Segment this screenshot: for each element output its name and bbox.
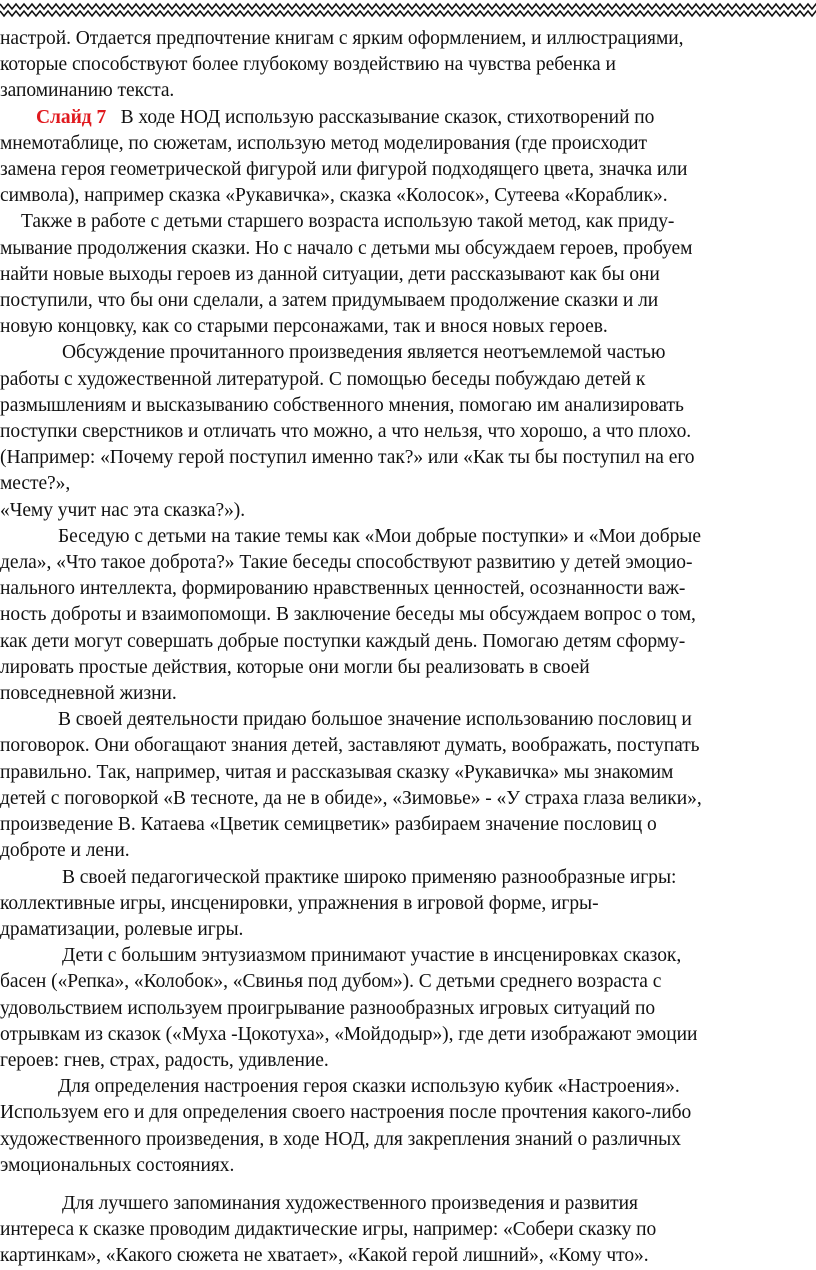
text-line: героев: гнев, страх, радость, удивление. (0, 1049, 329, 1071)
document-body (0, 26, 816, 1270)
text-line: которые способствуют более глубокому воздействию на чувства ребенка и (0, 54, 616, 76)
text-line: (Например: «Почему герой поступил именно так?» или «Как ты бы поступил на его (0, 447, 695, 469)
text-line: В своей педагогической практике широко применяю разнообразные игры: (62, 866, 677, 888)
text-line: новую концовку, как со старыми персонажами, так и внося новых героев. (0, 316, 608, 338)
paragraph (0, 1191, 816, 1270)
text-line: повседневной жизни. (0, 683, 177, 705)
text-run: В ходе НОД использую рассказывание сказок, стихотворений по (120, 106, 655, 128)
text-line: замена героя геометрической фигурой или фигурой подходящего цвета, значка или (0, 159, 688, 181)
text-line: эмоциональных состояниях. (0, 1154, 235, 1176)
text-line: дела», «Что такое доброта?» Такие беседы способствуют развитию у детей эмоцио- (0, 552, 693, 574)
text-line: удовольствием используем проигрывание разнообразных игровых ситуаций по (0, 997, 656, 1019)
text-line: В своей деятельности придаю большое значение использованию пословиц и (58, 709, 692, 731)
text-line: Для определения настроения героя сказки использую кубик «Настроения». (58, 1076, 680, 1098)
paragraph (0, 865, 816, 944)
text-line: правильно. Так, например, читая и рассказывая сказку «Рукавичка» мы знакомим (0, 761, 674, 783)
slide-label: Слайд 7 (36, 106, 107, 128)
text-line: мнемотаблице, по сюжетам, использую метод моделирования (где происходит (0, 132, 648, 154)
text-line: найти новые выходы героев из данной ситуации, дети рассказывают как бы они (0, 263, 660, 285)
paragraph (0, 943, 816, 1074)
text-line: драматизации, ролевые игры. (0, 918, 244, 940)
text-line: Используем его и для определения своего настроения после прочтения какого-либо (0, 1102, 692, 1124)
paragraph (0, 105, 816, 210)
text-line: настрой. Отдается предпочтение книгам с ярким оформлением, и иллюстрациями, (0, 28, 684, 49)
text-line: художественного произведения, в ходе НОД, для закрепления знаний о различных (0, 1128, 681, 1150)
paragraph (0, 209, 816, 340)
text-line: поговорок. Они обогащают знания детей, заставляют думать, воображать, поступать (0, 735, 700, 757)
text-line: месте?», (0, 473, 71, 495)
text-line: лировать простые действия, которые они могли бы реализовать в своей (0, 656, 590, 678)
text-line: работы с художественной литературой. С помощью беседы побуждаю детей к (0, 368, 646, 390)
text-line: доброте и лени. (0, 840, 130, 862)
paragraph (0, 340, 816, 523)
paragraph (0, 1074, 816, 1179)
text-line: Для лучшего запоминания художественного произведения и развития (62, 1192, 638, 1214)
text-line: отрывкам из сказок («Муха -Цокотуха», «Мойдодыр»), где дети изображают эмоции (0, 1023, 698, 1045)
text-line: запоминанию текста. (0, 80, 175, 102)
text-line: интереса к сказке проводим дидактические игры, например: «Собери сказку по (0, 1219, 657, 1241)
paragraph (0, 26, 816, 105)
text-line: произведение В. Катаева «Цветик семицветик» разбираем значение пословиц о (0, 814, 657, 836)
text-line: размышлениям и высказыванию собственного мнения, помогаю им анализировать (0, 394, 684, 416)
text-line: символа), например сказка «Рукавичка», сказка «Колосок», Сутеева «Кораблик». (0, 185, 668, 207)
text-line: детей с поговоркой «В тесноте, да не в обиде», «Зимовье» - «У страха глаза велики», (0, 787, 702, 809)
text-line: поступки сверстников и отличать что можно, а что нельзя, что хорошо, а что плохо. (0, 421, 692, 443)
text-line: как дети могут совершать добрые поступки каждый день. Помогаю детям сформу- (0, 630, 686, 652)
text-line: «Чему учит нас эта сказка?»). (0, 499, 246, 521)
text-line: Обсуждение прочитанного произведения является неотъемлемой частью (62, 342, 666, 364)
text-line (0, 105, 816, 131)
text-line: мывание продолжения сказки. Но с начало с детьми мы обсуждаем героев, пробуем (0, 237, 693, 259)
text-line: Также в работе с детьми старшего возраста использую такой метод, как приду- (21, 211, 675, 233)
text-line: ность доброты и взаимопомощи. В заключение беседы мы обсуждаем вопрос о том, (0, 604, 696, 626)
text-line: Дети с большим энтузиазмом принимают участие в инсценировках сказок, (62, 945, 682, 967)
text-line: Беседую с детьми на такие темы как «Мои добрые поступки» и «Мои добрые (58, 525, 701, 547)
text-line: картинкам», «Какого сюжета не хватает», «Какой герой лишний», «Кому что». (0, 1245, 649, 1267)
paragraph (0, 707, 816, 864)
decorative-border (0, 0, 816, 22)
text-line: поступили, что бы они сделали, а затем придумываем продолжение сказки и ли (0, 290, 659, 312)
text-line: басен («Репка», «Колобок», «Свинья под дубом»). С детьми среднего возраста с (0, 971, 662, 993)
text-line: нального интеллекта, формированию нравственных ценностей, осознанности важ- (0, 578, 686, 600)
text-line: коллективные игры, инсценировки, упражнения в игровой форме, игры- (0, 892, 599, 914)
paragraph (0, 524, 816, 707)
